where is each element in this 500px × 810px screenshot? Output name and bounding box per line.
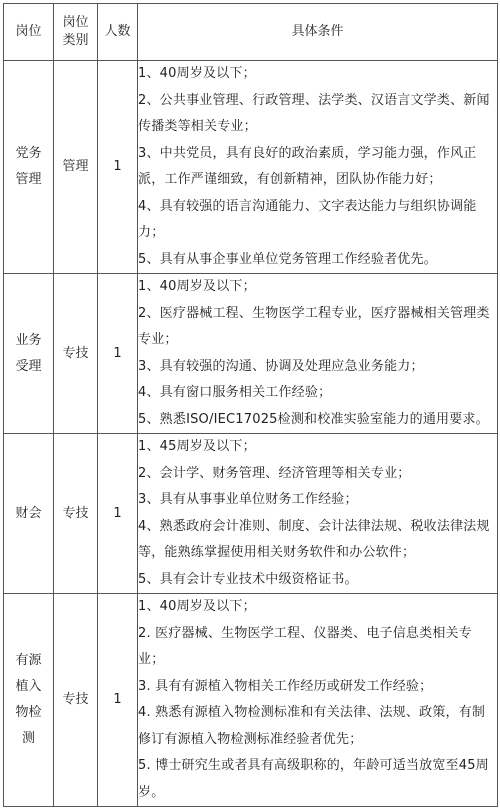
position-cell [4, 594, 54, 807]
header-category [54, 4, 98, 61]
conditions-cell [138, 274, 498, 434]
job-requirements-table [3, 3, 498, 807]
condition-line: 5、具有从事企事业单位党务管理工作经验者优先。 [138, 251, 437, 267]
header-position: 岗位 [4, 4, 54, 61]
condition-line: 业； [138, 652, 165, 667]
position-name: 财会 [15, 505, 42, 521]
condition-line: 力； [138, 225, 165, 240]
condition-line: 等，能熟练掌握使用相关财务软件和办公软件； [138, 545, 416, 560]
condition-line: 3、具有从事事业单位财务工作经验； [138, 492, 358, 507]
position-name: 党务 管理 [15, 146, 42, 187]
condition-line: 2、会计学、财务管理、经济管理等相关专业； [138, 465, 411, 481]
count-cell: 1 [98, 594, 138, 807]
table-row [4, 434, 498, 594]
condition-line: 5、熟悉ISO/IEC17025检测和校准实验室能力的通用要求。 [138, 411, 489, 427]
position-name: 业务 受理 [15, 332, 42, 374]
condition-line: 修订有源植入物检测标准经验者优先； [138, 731, 363, 747]
condition-line: 1、40周岁及以下； [138, 66, 256, 81]
condition-line: 4、具有窗口服务相关工作经验； [138, 385, 332, 400]
conditions-cell [138, 434, 498, 594]
condition-line: 4、具有较强的语言沟通能力、文字表达能力与组织协调能 [138, 198, 477, 214]
conditions-cell [138, 594, 498, 807]
count-cell: 1 [98, 274, 138, 434]
count-cell: 1 [98, 61, 138, 274]
table-row [4, 594, 498, 807]
condition-line: 专业； [138, 332, 178, 347]
header-count: 人数 [98, 4, 138, 61]
table-header-row [4, 4, 498, 61]
position-cell [4, 61, 54, 274]
condition-line: 2、医疗器械工程、生物医学工程专业，医疗器械相关管理类 [138, 305, 490, 321]
condition-line: 1、40周岁及以下； [138, 279, 256, 294]
category-cell: 专技 [54, 274, 98, 434]
table-row [4, 274, 498, 434]
condition-line: 1、40周岁及以下； [138, 599, 256, 614]
condition-line: 3、中共党员，具有良好的政治素质，学习能力强，作风正 [138, 145, 477, 161]
condition-line: 3. 具有有源植入物相关工作经历或研发工作经验； [138, 678, 433, 694]
condition-line: 2、公共事业管理、行政管理、法学类、汉语言文学类、新闻 [138, 92, 490, 108]
position-cell [4, 274, 54, 434]
condition-line: 4. 熟悉有源植入物检测标准和有关法律、法规、政策，有制 [138, 705, 486, 720]
condition-line: 传播类等相关专业； [138, 119, 257, 134]
table-row [4, 61, 498, 274]
position-name: 有源 植入 物检 测 [15, 653, 42, 746]
header-conditions: 具体条件 [138, 4, 498, 61]
condition-line: 5. 博士研究生或者具有高级职称的，年龄可适当放宽至45周 [138, 758, 489, 773]
condition-line: 3、具有较强的沟通、协调及处理应急业务能力； [138, 358, 424, 374]
header-category-text: 岗位 类别 [62, 15, 89, 48]
category-cell: 专技 [54, 594, 98, 807]
condition-line: 派，工作严谨细致，有创新精神，团队协作能力好； [138, 172, 442, 187]
condition-line: 2. 医疗器械、生物医学工程、仪器类、电子信息类相关专 [138, 625, 472, 641]
condition-line: 1、45周岁及以下； [138, 439, 256, 454]
condition-line: 5、具有会计专业技术中级资格证书。 [138, 571, 358, 587]
category-cell: 专技 [54, 434, 98, 594]
position-cell [4, 434, 54, 594]
conditions-cell [138, 61, 498, 274]
condition-line: 岁。 [138, 784, 165, 800]
category-cell: 管理 [54, 61, 98, 274]
condition-line: 4、熟悉政府会计准则、制度、会计法律法规、税收法律法规 [138, 518, 490, 534]
count-cell: 1 [98, 434, 138, 594]
